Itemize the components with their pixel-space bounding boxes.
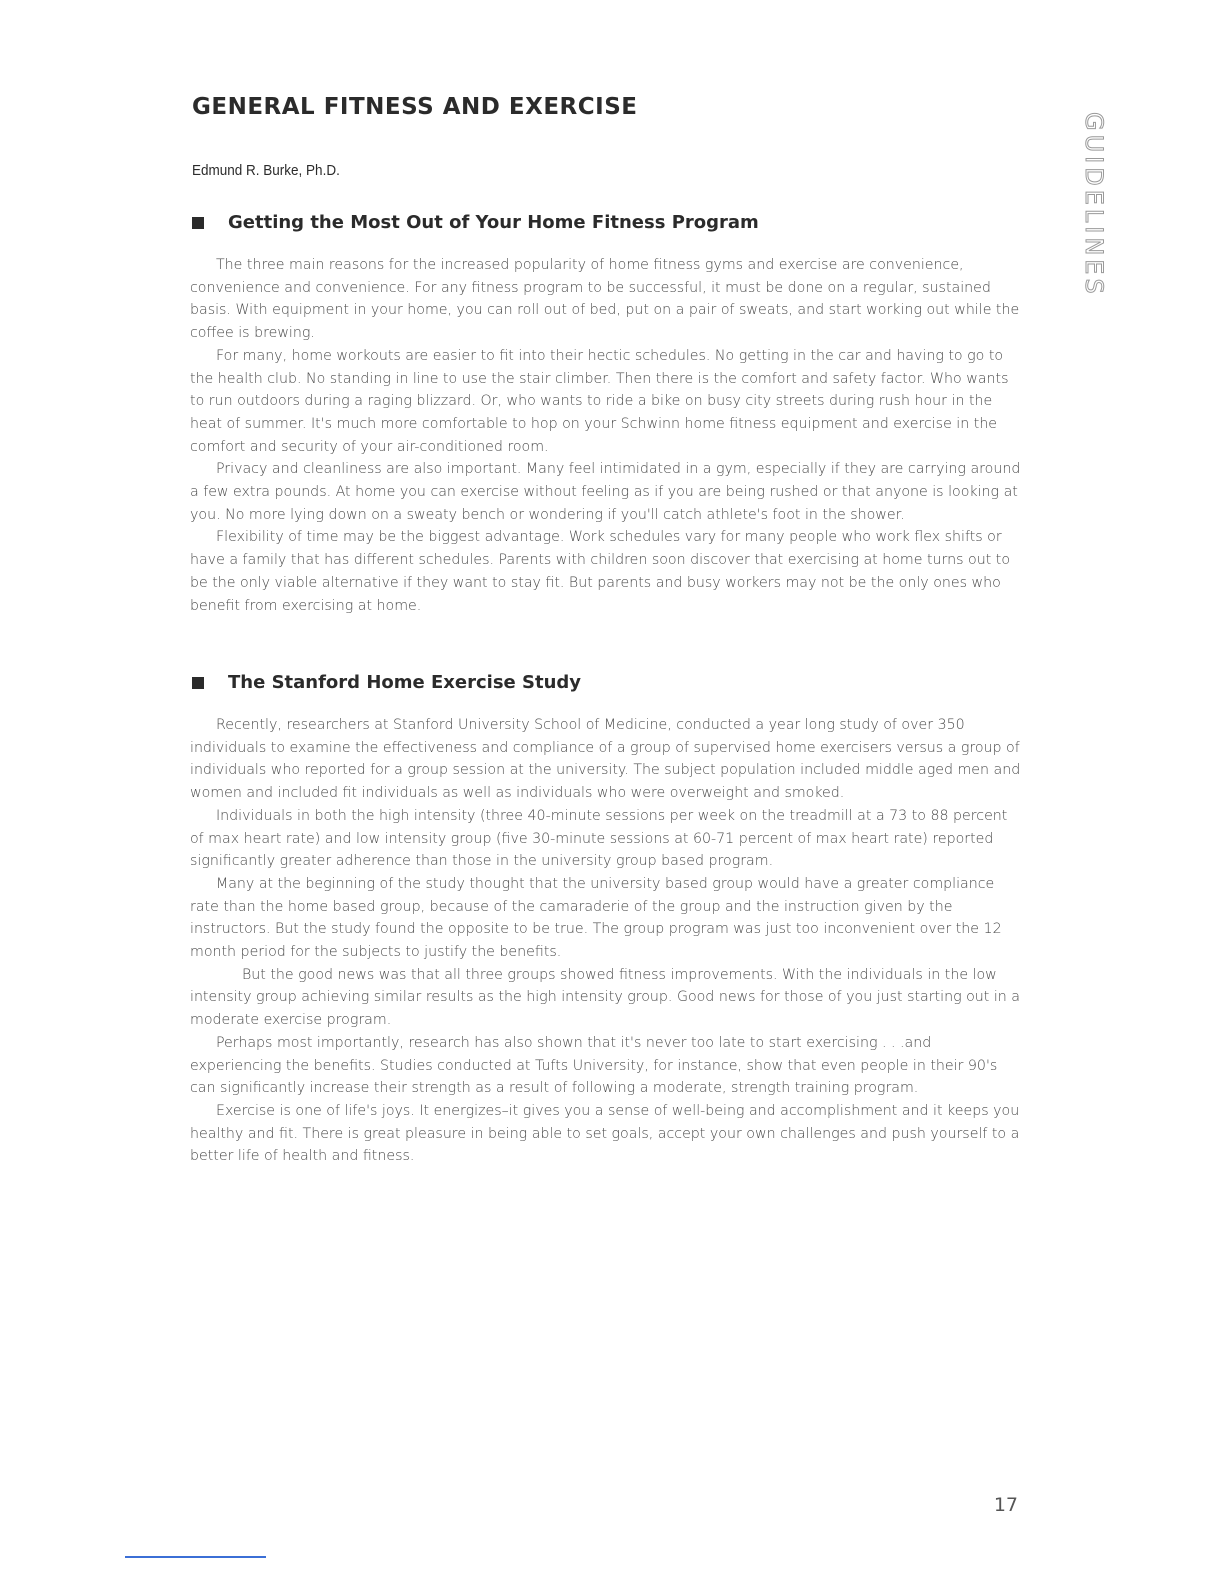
section-body xyxy=(190,714,1022,1168)
page-title: GENERAL FITNESS AND EXERCISE xyxy=(192,94,638,120)
section-body xyxy=(190,254,1022,617)
side-section-tab xyxy=(1080,112,1108,298)
paragraph: Perhaps most importantly, research has also shown that it's never too late to start exercising . . .and experiencing the benefits. Studies conducted at Tufts University, for instance, show that even people in their 90's can significantly increase their strength as a result of following a moderate, strength training program. xyxy=(190,1034,998,1097)
section-heading-text: Getting the Most Out of Your Home Fitness Program xyxy=(228,212,759,233)
square-bullet-icon xyxy=(192,217,204,229)
page-number: 17 xyxy=(993,1494,1018,1516)
paragraph: Flexibility of time may be the biggest advantage. Work schedules vary for many people who work flex shifts or have a family that has different schedules. Parents with children soon discover that exercising at home turns out to be the only viable alternative if they want to stay fit. But parents and busy workers may not be the only ones who benefit from exercising at home. xyxy=(190,529,1011,614)
paragraph: Exercise is one of life's joys. It energizes–it gives you a sense of well-being and accomplishment and it keeps you healthy and fit. There is great pleasure in being able to set goals, accept your own challenges and push yourself to a better life of health and fitness. xyxy=(190,1102,1020,1165)
author-byline: Edmund R. Burke, Ph.D. xyxy=(192,162,340,179)
section-heading xyxy=(192,672,581,693)
paragraph: For many, home workouts are easier to fit into their hectic schedules. No getting in the car and having to go to the health club. No standing in line to use the stair climber. Then there is the comfort and safety factor. Who wants to run outdoors during a raging blizzard. Or, who wants to ride a bike on busy city streets during rush hour in the heat of summer. It's much more comfortable to hop on your Schwinn home fitness equipment and exercise in the comfort and security of your air-conditioned room. xyxy=(190,347,1009,455)
paragraph: Many at the beginning of the study thought that the university based group would have a greater compliance rate than the home based group, because of the camaraderie of the group and the instruction given by the instructors. But the study found the opposite to be true. The group program was just too inconvenient over the 12 month period for the subjects to justify the benefits. xyxy=(190,875,1002,961)
square-bullet-icon xyxy=(192,677,204,689)
paragraph: Recently, researchers at Stanford University School of Medicine, conducted a year long study of over 350 individuals to examine the effectiveness and compliance of a group of supervised home exercisers versus a group of individuals who reported for a group session at the university. The subject population included middle aged men and women and included fit individuals as well as individuals who were overweight and smoked. xyxy=(190,717,1021,802)
footer-divider xyxy=(125,1556,266,1558)
paragraph: Individuals in both the high intensity (three 40-minute sessions per week on the treadmill at a 73 to 88 percent of max heart rate) and low intensity group (five 30-minute sessions at 60-71 percent of max heart rate) reported significantly greater adherence than those in the university group based program. xyxy=(190,807,1008,870)
section-heading xyxy=(192,212,759,233)
paragraph: Privacy and cleanliness are also important. Many feel intimidated in a gym, especially if they are carrying around a few extra pounds. At home you can exercise without feeling as if you are being rushed or that anyone is looking at you. No more lying down on a sweaty bench or wondering if you'll catch athlete's foot in the shower. xyxy=(190,461,1021,523)
side-tab-label: GUIDELINES xyxy=(1080,112,1108,298)
paragraph: But the good news was that all three groups showed fitness improvements. With the individuals in the low intensity group achieving similar results as the high intensity group. Good news for those of you just starting out in a moderate exercise program. xyxy=(190,966,1020,1029)
section-heading-text: The Stanford Home Exercise Study xyxy=(228,672,582,693)
paragraph: The three main reasons for the increased popularity of home fitness gyms and exercise are convenience, convenience and convenience. For any fitness program to be successful, it must be done on a regular, sustained basis. With equipment in your home, you can roll out of bed, put on a pair of sweats, and start working out while the coffee is brewing. xyxy=(190,257,1020,342)
